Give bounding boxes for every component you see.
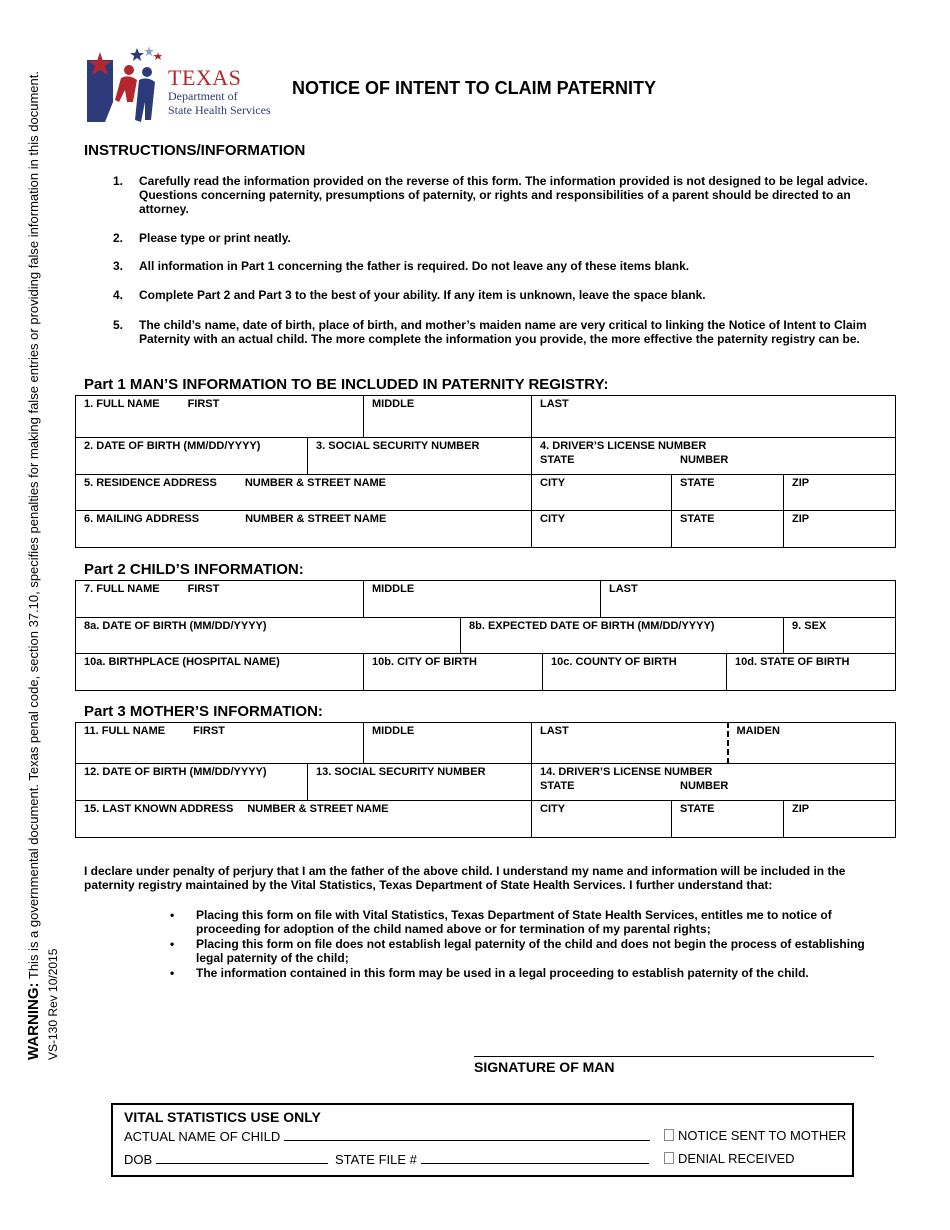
warning-text: This is a governmental document. Texas penal code, section 37.10, specifies penalties for making false entries or providing false information in this document. (26, 71, 41, 980)
denial-received-checkbox[interactable] (664, 1151, 795, 1166)
part2-heading: Part 2 CHILD’S INFORMATION: (84, 561, 304, 578)
instruction-item (113, 174, 893, 216)
father-dob-field[interactable] (76, 438, 308, 475)
child-last-name-field[interactable] (601, 581, 896, 618)
field-label: 11. FULL NAME (84, 725, 166, 737)
field-label: ZIP (792, 513, 810, 525)
field-label: 3. SOCIAL SECURITY NUMBER (316, 440, 480, 452)
instruction-item (113, 318, 893, 346)
field-label: 10c. COUNTY OF BIRTH (551, 656, 677, 668)
checkbox-label: DENIAL RECEIVED (678, 1151, 795, 1166)
instruction-text: Carefully read the information provided on the reverse of this form. The information provided is not designed to be legal advice. Questions concerning paternity, presumptions of paternity, or rights and responsibilities of a parent should be directed to an attorney. (139, 174, 868, 216)
part2-table (75, 580, 896, 691)
instruction-text: All information in Part 1 concerning the father is required. Do not leave any of these items blank. (139, 259, 690, 273)
state-file-line[interactable] (421, 1151, 649, 1164)
logo-subtitle-line1: Department of (168, 89, 238, 103)
side-warning (25, 71, 42, 1060)
signature-line[interactable] (474, 1056, 874, 1057)
father-residence-zip-field[interactable] (784, 475, 896, 511)
field-label: FIRST (187, 398, 220, 410)
field-label: CITY (540, 513, 566, 525)
signature-label: SIGNATURE OF MAN (474, 1059, 615, 1075)
actual-name-field[interactable] (124, 1128, 650, 1144)
father-middle-name-field[interactable] (364, 396, 532, 438)
mother-maiden-name-field[interactable] (728, 723, 896, 764)
child-birthplace-field[interactable] (76, 654, 364, 691)
father-residence-state-field[interactable] (672, 475, 784, 511)
field-label: ZIP (792, 803, 810, 815)
logo-title: TEXAS (168, 65, 242, 90)
field-label: 10b. CITY OF BIRTH (372, 656, 477, 668)
field-label: NUMBER (680, 780, 729, 792)
declaration-text: I declare under penalty of perjury that I am the father of the above child. I understand my name and information will be included in the paternity registry maintained by the Vital Statistics, Texas Department of State Health Services. I further understand that: (84, 864, 846, 892)
instructions-heading: INSTRUCTIONS/INFORMATION (84, 142, 306, 159)
instruction-number: 3. (113, 259, 124, 273)
mother-ssn-field[interactable] (308, 764, 532, 801)
instruction-text: Complete Part 2 and Part 3 to the best of your ability. If any item is unknown, leave the space blank. (139, 288, 706, 302)
warning-label: WARNING: (25, 982, 42, 1060)
field-label: MAIDEN (736, 725, 780, 737)
part1-table (75, 395, 896, 548)
instruction-number: 2. (113, 231, 124, 245)
father-drivers-license-field[interactable] (532, 438, 896, 475)
child-expected-dob-field[interactable] (461, 618, 784, 654)
instruction-number: 5. (113, 318, 124, 332)
dob-field[interactable] (124, 1151, 328, 1167)
field-label: FIRST (187, 583, 220, 595)
instruction-number: 4. (113, 288, 124, 302)
field-label: DOB (124, 1152, 153, 1167)
field-label: NUMBER & STREET NAME (245, 513, 387, 525)
field-label: NUMBER & STREET NAME (247, 803, 389, 815)
instruction-text: Please type or print neatly. (139, 231, 291, 245)
field-label: LAST (609, 583, 638, 595)
vital-statistics-box (111, 1103, 854, 1177)
checkbox-icon[interactable] (664, 1129, 674, 1141)
father-ssn-field[interactable] (308, 438, 532, 475)
mother-middle-name-field[interactable] (364, 723, 532, 764)
father-mailing-street-field[interactable] (76, 511, 532, 548)
field-label: 6. MAILING ADDRESS (84, 513, 200, 525)
father-full-name-field[interactable] (76, 396, 364, 438)
actual-name-line[interactable] (284, 1128, 650, 1141)
field-label: 7. FULL NAME (84, 583, 160, 595)
vital-stats-heading: VITAL STATISTICS USE ONLY (124, 1109, 321, 1125)
field-label: CITY (540, 803, 566, 815)
father-residence-city-field[interactable] (532, 475, 672, 511)
father-mailing-zip-field[interactable] (784, 511, 896, 548)
field-label: 1. FULL NAME (84, 398, 160, 410)
child-sex-field[interactable] (784, 618, 896, 654)
list-item: • Placing this form on file does not establish legal paternity of the child and does not begin the process of establishing legal paternity of the child; (170, 937, 870, 965)
mother-full-name-field[interactable] (76, 723, 364, 764)
field-label: MIDDLE (372, 398, 415, 410)
texas-dshs-logo (85, 46, 280, 124)
field-label: ZIP (792, 477, 810, 489)
declaration-list (170, 908, 870, 981)
field-label: LAST (540, 725, 569, 737)
field-label: 8a. DATE OF BIRTH (MM/DD/YYYY) (84, 620, 267, 632)
logo-figures-icon (85, 46, 167, 124)
field-label: 8b. EXPECTED DATE OF BIRTH (MM/DD/YYYY) (469, 620, 715, 632)
child-full-name-field[interactable] (76, 581, 364, 618)
field-label: 5. RESIDENCE ADDRESS (84, 477, 217, 489)
field-label: 13. SOCIAL SECURITY NUMBER (316, 766, 486, 778)
list-item: • Placing this form on file with Vital Statistics, Texas Department of State Health Services, entitles me to notice of proceeding for adoption of the child named above or for termination of my parental rights; (170, 908, 870, 936)
child-county-of-birth-field[interactable] (543, 654, 727, 691)
checkbox-label: NOTICE SENT TO MOTHER (678, 1128, 847, 1143)
field-label: NUMBER (680, 454, 729, 466)
child-dob-field[interactable] (76, 618, 461, 654)
mother-last-name-field[interactable] (532, 723, 728, 764)
field-label: 4. DRIVER’S LICENSE NUMBER (540, 440, 707, 452)
instruction-item (113, 259, 893, 273)
mother-address-city-field[interactable] (532, 801, 672, 838)
field-label: 12. DATE OF BIRTH (MM/DD/YYYY) (84, 766, 267, 778)
list-item: • The information contained in this form may be used in a legal proceeding to establish paternity of the child. (170, 966, 870, 980)
father-last-name-field[interactable] (532, 396, 896, 438)
field-label: STATE (680, 477, 715, 489)
mother-address-state-field[interactable] (672, 801, 784, 838)
document-title: NOTICE OF INTENT TO CLAIM PATERNITY (292, 78, 656, 98)
mother-address-zip-field[interactable] (784, 801, 896, 838)
field-label: STATE (680, 803, 715, 815)
field-label: 2. DATE OF BIRTH (MM/DD/YYYY) (84, 440, 261, 452)
father-residence-street-field[interactable] (76, 475, 532, 511)
field-label: 10d. STATE OF BIRTH (735, 656, 850, 668)
father-mailing-state-field[interactable] (672, 511, 784, 548)
mother-address-street-field[interactable] (76, 801, 532, 838)
father-mailing-city-field[interactable] (532, 511, 672, 548)
field-label: FIRST (193, 725, 225, 737)
part1-heading: Part 1 MAN’S INFORMATION TO BE INCLUDED IN PATERNITY REGISTRY: (84, 376, 609, 393)
logo-subtitle-line2: State Health Services (168, 103, 271, 117)
field-label: MIDDLE (372, 725, 415, 737)
logo-subtitle (168, 89, 271, 117)
child-city-of-birth-field[interactable] (364, 654, 543, 691)
notice-sent-checkbox[interactable] (664, 1128, 846, 1143)
mother-drivers-license-field[interactable] (532, 764, 896, 801)
instruction-item (113, 231, 893, 245)
field-label: ACTUAL NAME OF CHILD (124, 1129, 281, 1144)
field-label: 15. LAST KNOWN ADDRESS (84, 803, 234, 815)
field-label: NUMBER & STREET NAME (244, 477, 387, 489)
form-number: VS-130 Rev 10/2015 (46, 948, 60, 1060)
field-label: STATE (540, 780, 575, 792)
mother-dob-field[interactable] (76, 764, 308, 801)
instruction-number: 1. (113, 174, 124, 188)
part3-table (75, 722, 896, 838)
dob-line[interactable] (156, 1151, 328, 1164)
field-label: MIDDLE (372, 583, 415, 595)
child-state-of-birth-field[interactable] (727, 654, 896, 691)
child-middle-name-field[interactable] (364, 581, 601, 618)
field-label: 9. SEX (792, 620, 827, 632)
field-label: STATE FILE # (335, 1152, 417, 1167)
field-label: 10a. BIRTHPLACE (HOSPITAL NAME) (84, 656, 280, 668)
instruction-text: The child’s name, date of birth, place of birth, and mother’s maiden name are very critical to linking the Notice of Intent to Claim Paternity with an actual child. The more complete the information you provide, the more effective the paternity registry can be. (139, 318, 867, 346)
field-label: STATE (540, 454, 575, 466)
field-label: STATE (680, 513, 715, 525)
field-label: LAST (540, 398, 569, 410)
checkbox-icon[interactable] (664, 1152, 674, 1164)
part3-heading: Part 3 MOTHER’S INFORMATION: (84, 703, 323, 720)
field-label: 14. DRIVER’S LICENSE NUMBER (540, 766, 713, 778)
state-file-field[interactable] (335, 1151, 649, 1167)
instruction-item (113, 288, 893, 302)
field-label: CITY (540, 477, 566, 489)
